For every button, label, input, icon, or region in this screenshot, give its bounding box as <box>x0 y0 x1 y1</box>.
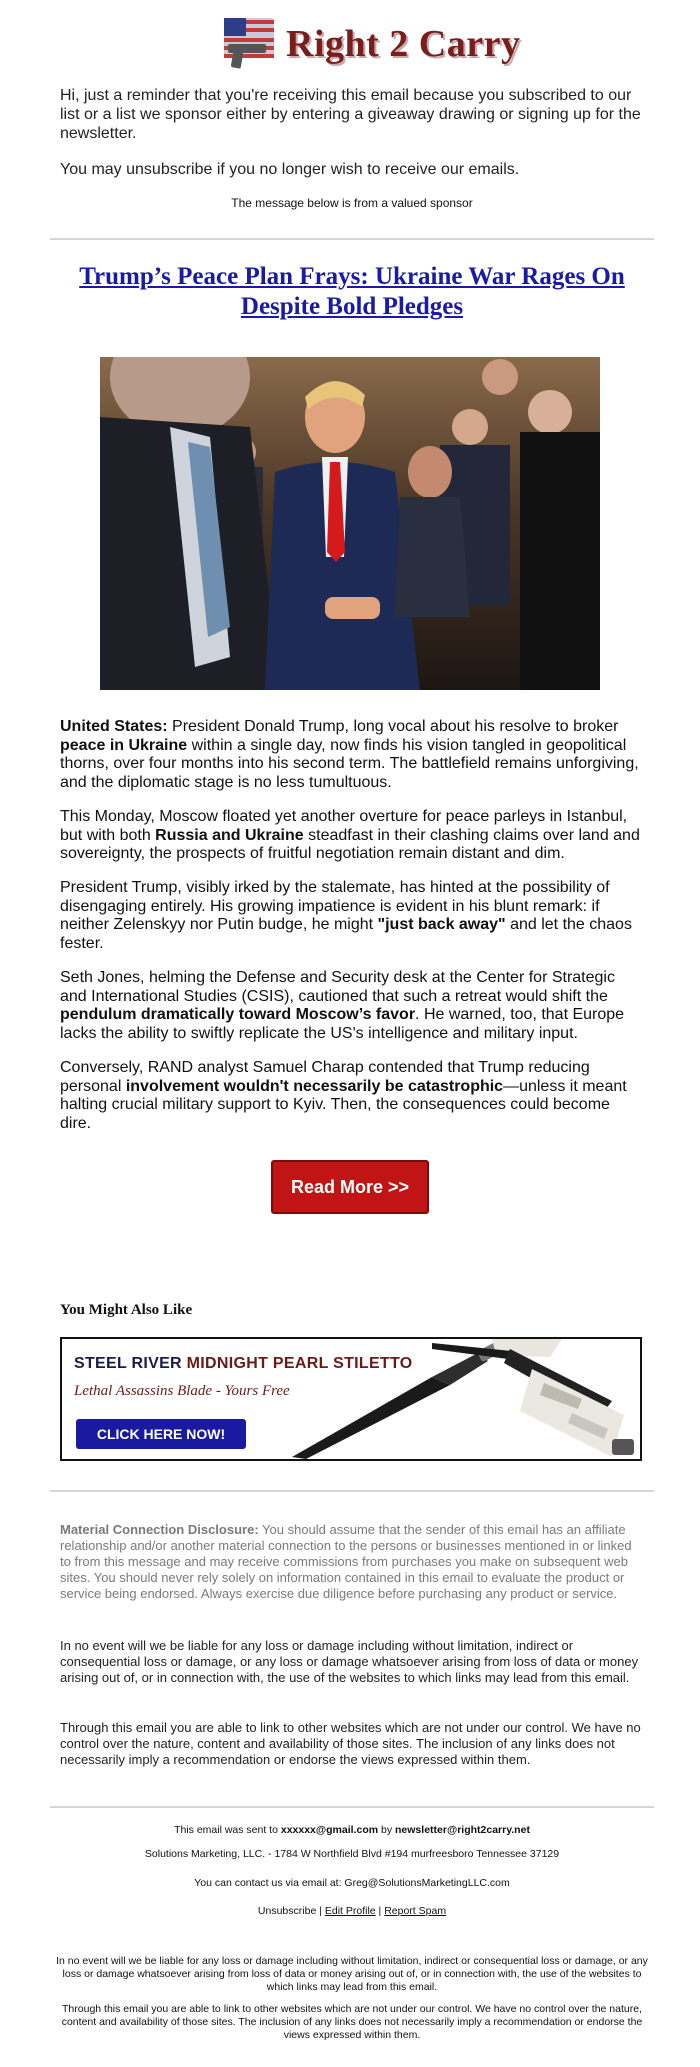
paragraph-text: President Donald Trump, long vocal about his resolve to broker <box>167 718 619 735</box>
liability-notice: In no event will we be liable for any loss or damage including without limitation, indirect or consequential loss or damage, or any loss or damage whatsoever arising from loss of data or money arising out of, or in connection with, the use of the websites to which links may lead from this email. <box>60 1638 639 1685</box>
footer-address: Solutions Marketing, LLC. - 1784 W Northfield Blvd #194 murfreesboro Tennessee 37129 <box>144 1848 560 1860</box>
article-paragraph-1 <box>60 718 644 792</box>
logo-text: Right 2 Carry <box>286 23 521 65</box>
footer-liability: In no event will we be liable for any loss or damage including without limitation, indirect or consequential loss or damage, or any loss or damage whatsoever arising from loss of data or money arising out of, or in connection with, the use of the websites to which links may lead from this email. <box>56 1955 648 1993</box>
also-like-heading: You Might Also Like <box>60 1302 193 1318</box>
flag-gun-emblem-icon <box>218 14 280 70</box>
article-paragraph-4 <box>60 969 644 1043</box>
ad-title-brand: STEEL RIVER <box>74 1355 182 1372</box>
ad-cta-button[interactable]: CLICK HERE NOW! <box>76 1419 246 1449</box>
paragraph-text: and let the chaos fester. <box>60 916 632 952</box>
external-links-notice: Through this email you are able to link to other websites which are not under our control. We have no control over the nature, content and availability of those sites. The inclusion of any links does not necessarily imply a recommendation or endorse the views expressed within them. <box>60 1720 641 1767</box>
divider <box>50 1490 654 1492</box>
separator: | <box>375 1905 385 1917</box>
disclosure-text: You should assume that the sender of this email has an affiliate relationship and/or another material connection to the persons or businesses mentioned in or linked to from this message and may receive commissions from purchases you make on subsequent web sites. You should never rely solely on information contained in this email to evaluate the product or service being endorsed. Always exercise due diligence before purchasing any product or service. <box>60 1522 632 1601</box>
sender-email: newsletter@right2carry.net <box>395 1824 530 1836</box>
footer-links <box>50 1905 654 1918</box>
paragraph-text: . He warned, too, that Europe lacks the ability to swiftly replicate the US's intelligence and military input. <box>60 1006 625 1042</box>
paragraph-text: Conversely, RAND analyst Samuel Charap contended that Trump reducing personal <box>60 1059 590 1095</box>
paragraph-emphasis: "just back away" <box>377 916 506 933</box>
paragraph-emphasis: involvement wouldn't necessarily be catastrophic <box>125 1077 504 1095</box>
divider <box>50 238 654 240</box>
sponsor-note: The message below is from a valued sponsor <box>231 196 473 210</box>
divider <box>50 1806 654 1808</box>
article-paragraph-3 <box>60 879 644 953</box>
separator: | <box>316 1905 325 1917</box>
read-more-button[interactable]: Read More >> <box>271 1160 429 1214</box>
paragraph-text: President Trump, visibly irked by the stalemate, has hinted at the possibility of disengaging entirely. His growing impatience is evident in his blunt remark: if neither Zelenskyy nor Putin budge, he might <box>60 879 610 933</box>
disclosure-heading: Material Connection Disclosure: <box>60 1522 259 1537</box>
footer-links-notice: Through this email you are able to link to other websites which are not under our control. We have no control over the nature, content and availability of those sites. The inclusion of any links does not necessarily imply a recommendation or endorse the views expressed within them. <box>61 2003 643 2041</box>
stiletto-ad-banner[interactable] <box>60 1337 642 1461</box>
article-headline-link[interactable]: Trump’s Peace Plan Frays: Ukraine War Rages On Despite Bold Pledges <box>79 263 625 320</box>
paragraph-emphasis: Russia and Ukraine <box>155 826 304 844</box>
footer-text: by <box>378 1824 396 1836</box>
unsubscribe-link[interactable]: Unsubscribe <box>257 1905 317 1917</box>
paragraph-emphasis: pendulum dramatically toward Moscow’s favor <box>60 1006 416 1023</box>
article-paragraph-2 <box>60 808 644 864</box>
paragraph-text: This Monday, Moscow floated yet another overture for peace parleys in Istanbul, but with both <box>60 808 628 844</box>
footer-text: This email was sent to <box>174 1824 281 1836</box>
edit-profile-link[interactable]: Edit Profile <box>324 1905 376 1917</box>
ad-title-product: MIDNIGHT PEARL STILETTO <box>186 1355 413 1372</box>
brand-logo <box>218 14 521 72</box>
article-photo[interactable] <box>100 357 600 690</box>
intro-unsubscribe-note: You may unsubscribe if you no longer wish to receive our emails. <box>60 161 520 178</box>
footer-contact: You can contact us via email at: Greg@SolutionsMarketingLLC.com <box>194 1877 510 1889</box>
paragraph-text: Seth Jones, helming the Defense and Security desk at the Center for Strategic and International Studies (CSIS), cautioned that such a retreat would shift the <box>60 969 615 1005</box>
paragraph-text: —unless it meant halting crucial military support to Kyiv. Then, the consequences could become dire. <box>60 1077 627 1132</box>
report-spam-link[interactable]: Report Spam <box>384 1905 447 1917</box>
material-disclosure <box>60 1522 644 1602</box>
knife-icon <box>282 1339 642 1461</box>
ad-subtitle: Lethal Assassins Blade - Yours Free <box>74 1383 290 1399</box>
intro-reminder: Hi, just a reminder that you're receiving this email because you subscribed to our list or a list we sponsor either by entering a giveaway drawing or signing up for the newsletter. <box>60 87 641 142</box>
location-label: United States: <box>60 718 168 735</box>
article-photo-illustration <box>100 357 600 690</box>
paragraph-emphasis: peace in Ukraine <box>60 736 188 754</box>
footer-sent-to <box>50 1824 654 1837</box>
paragraph-text: steadfast in their clashing claims over land and sovereignty, the prospects of fruitful negotiation remain distant and dim. <box>60 826 640 862</box>
article-paragraph-5 <box>60 1059 644 1133</box>
recipient-email: xxxxxx@gmail.com <box>280 1824 379 1836</box>
paragraph-text: within a single day, now finds his vision tangled in geopolitical thorns, over four months into his second term. The battlefield remains unforgiving, and the diplomatic stage is no less tumultuous. <box>60 736 639 791</box>
